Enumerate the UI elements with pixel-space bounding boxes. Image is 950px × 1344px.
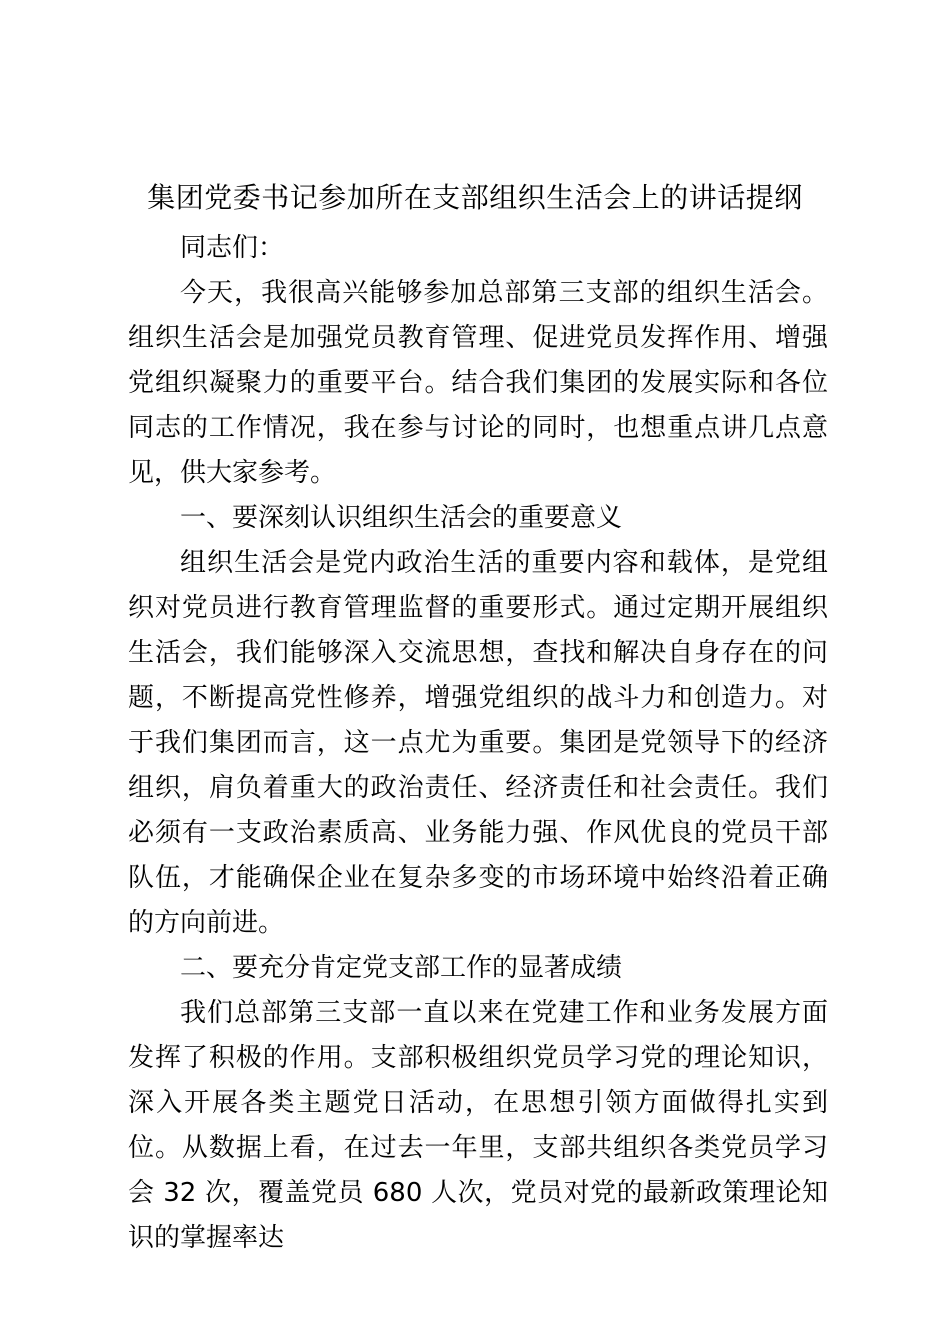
section-heading-2: 二、要充分肯定党支部工作的显著成绩: [180, 953, 623, 983]
document-body: [128, 226, 828, 1261]
section-1-paragraph: 组织生活会是党内政治生活的重要内容和载体，是党组织对党员进行教育管理监督的重要形式。通过定期开展组织生活会，我们能够深入交流思想，查找和解决自身存在的问题，不断提高党性修养，增强党组织的战斗力和创造力。对于我们集团而言，这一点尤为重要。集团是党领导下的经济组织，肩负着重大的政治责任、经济责任和社会责任。我们必须有一支政治素质高、业务能力强、作风优良的党员干部队伍，才能确保企业在复杂多变的市场环境中始终沿着正确的方向前进。: [128, 548, 828, 938]
salutation-paragraph: 同志们：: [180, 233, 285, 263]
intro-paragraph: 今天，我很高兴能够参加总部第三支部的组织生活会。组织生活会是加强党员教育管理、促进党员发挥作用、增强党组织凝聚力的重要平台。结合我们集团的发展实际和各位同志的工作情况，我在参与讨论的同时，也想重点讲几点意见，供大家参考。: [128, 278, 828, 488]
section-heading-1: 一、要深刻认识组织生活会的重要意义: [180, 503, 623, 533]
document-title: 集团党委书记参加所在支部组织生活会上的讲话提纲: [147, 181, 803, 214]
section-2-paragraph: 我们总部第三支部一直以来在党建工作和业务发展方面发挥了积极的作用。支部积极组织党员学习党的理论知识，深入开展各类主题党日活动，在思想引领方面做得扎实到位。从数据上看，在过去一年里，支部共组织各类党员学习会 32 次，覆盖党员 680 人次，党员对党的最新政策理论知识的掌握率达: [128, 998, 828, 1253]
